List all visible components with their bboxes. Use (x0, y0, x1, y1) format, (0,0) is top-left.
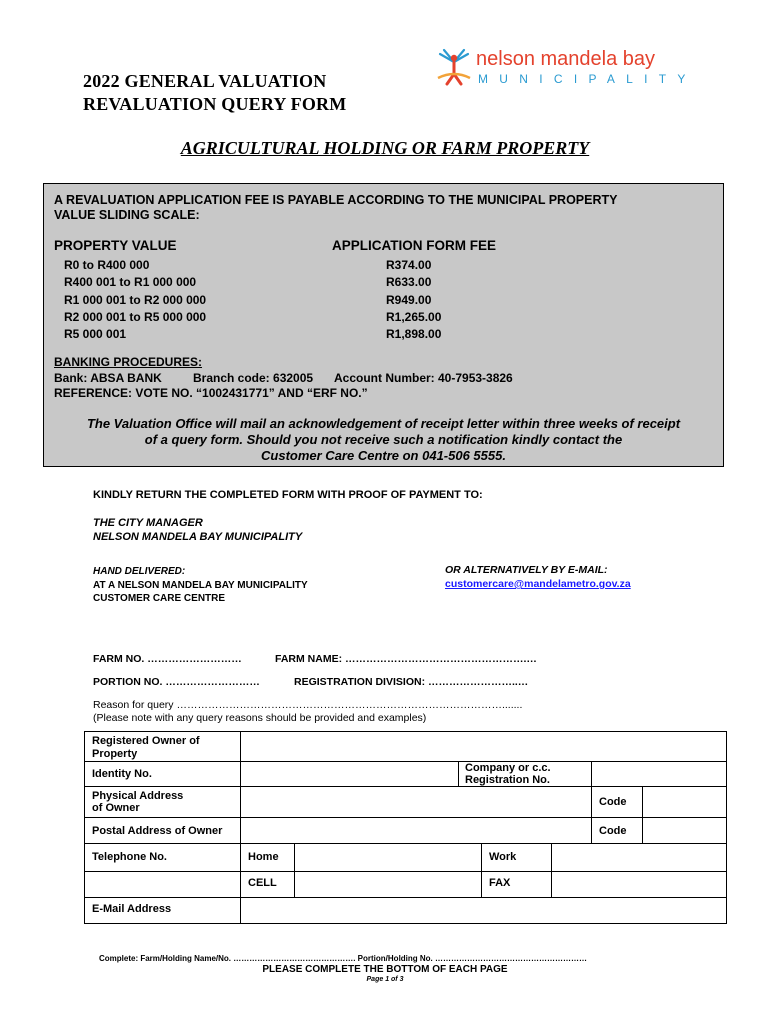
fax-label: FAX (489, 877, 511, 889)
customer-care-email-link[interactable]: customercare@mandelametro.gov.za (445, 578, 631, 590)
postal-code-input[interactable] (643, 818, 726, 842)
form-title-line1: 2022 GENERAL VALUATION (83, 71, 327, 91)
hand-delivered-heading: HAND DELIVERED: (93, 566, 186, 577)
home-phone-label: Home (248, 851, 279, 863)
page-number: Page 1 of 3 (366, 976, 404, 983)
footer-please-complete: PLEASE COMPLETE THE BOTTOM OF EACH PAGE (262, 964, 508, 975)
fee-range: R400 001 to R1 000 000 (64, 275, 197, 289)
fee-intro-line2: VALUE SLIDING SCALE: (54, 208, 200, 222)
physical-address-input[interactable] (242, 787, 590, 816)
home-phone-input[interactable] (296, 844, 480, 870)
fee-range: R2 000 001 to R5 000 000 (64, 310, 207, 324)
postal-address-input[interactable] (242, 818, 590, 842)
physical-code-label: Code (599, 796, 627, 808)
cell-phone-input[interactable] (296, 872, 480, 896)
footer-complete-line: Complete: Farm/Holding Name/No. ………………………………………. Portion/Holding No. ………………………………………………… (99, 954, 587, 963)
telephone-label: Telephone No. (92, 851, 167, 863)
bank-name: Bank: ABSA BANK (54, 371, 162, 385)
hand-delivered-line2: CUSTOMER CARE CENTRE (93, 593, 226, 604)
registered-owner-label-1: Registered Owner of (92, 735, 200, 747)
payment-reference: REFERENCE: VOTE NO. “1002431771” AND “ERF NO.” (54, 386, 368, 400)
company-reg-label-1: Company or c.c. (465, 762, 551, 774)
logo-wordmark-sub: MUNICIPALITY (478, 72, 697, 86)
identity-no-input[interactable] (242, 762, 458, 785)
company-reg-input[interactable] (593, 762, 726, 785)
branch-code: Branch code: 632005 (193, 371, 314, 385)
municipality-logo-icon (434, 48, 474, 88)
email-heading: OR ALTERNATIVELY BY E-MAIL: (445, 564, 608, 576)
company-reg-label-2: Registration No. (465, 774, 550, 786)
cell-phone-label: CELL (248, 877, 277, 889)
email-address-label: E-Mail Address (92, 903, 172, 915)
fee-amount: R633.00 (386, 275, 432, 289)
fee-range: R0 to R400 000 (64, 258, 150, 272)
return-instruction: KINDLY RETURN THE COMPLETED FORM WITH PROOF OF PAYMENT TO: (93, 489, 483, 501)
fee-intro-line1: A REVALUATION APPLICATION FEE IS PAYABLE ACCORDING TO THE MUNICIPAL PROPERTY (54, 193, 618, 207)
postal-code-label: Code (599, 825, 627, 837)
reason-note: (Please note with any query reasons should be provided and examples) (93, 712, 427, 724)
form-subtitle: AGRICULTURAL HOLDING OR FARM PROPERTY (180, 138, 590, 158)
farm-name-field[interactable]: FARM NAME: …………………………………………….… (275, 653, 537, 665)
fee-amount: R1,898.00 (386, 327, 442, 341)
registration-division-field[interactable]: REGISTRATION DIVISION: ……………………..… (294, 676, 529, 688)
form-title-line2: REVALUATION QUERY FORM (83, 94, 347, 114)
email-address-input[interactable] (242, 898, 726, 923)
work-phone-input[interactable] (553, 844, 726, 870)
physical-address-label-2: of Owner (92, 802, 140, 814)
fax-input[interactable] (553, 872, 726, 896)
fee-amount: R949.00 (386, 293, 432, 307)
account-number: Account Number: 40-7953-3826 (334, 371, 513, 385)
addressee-line2: NELSON MANDELA BAY MUNICIPALITY (93, 531, 303, 543)
acknowledgement-notice-line3: Customer Care Centre on 041-506 5555. (261, 448, 506, 463)
physical-code-input[interactable] (643, 787, 726, 816)
farm-no-field[interactable]: FARM NO. ……………………… (93, 653, 242, 665)
acknowledgement-notice-line1: The Valuation Office will mail an acknowledgement of receipt letter within three weeks of receipt (86, 416, 681, 431)
property-value-header: PROPERTY VALUE (54, 238, 177, 253)
addressee-line1: THE CITY MANAGER (93, 517, 203, 529)
work-phone-label: Work (489, 851, 517, 863)
fee-amount: R374.00 (386, 258, 432, 272)
application-fee-header: APPLICATION FORM FEE (332, 238, 496, 253)
portion-no-field[interactable]: PORTION NO. ……………………… (93, 676, 260, 688)
banking-heading: BANKING PROCEDURES: (54, 355, 203, 369)
fee-amount: R1,265.00 (386, 310, 442, 324)
physical-address-label-1: Physical Address (92, 790, 184, 802)
registered-owner-input[interactable] (242, 732, 726, 760)
reason-for-query-field[interactable]: Reason for query …………………………………………………………………………………....... (93, 699, 523, 711)
logo-wordmark: nelson mandela bay (476, 48, 656, 70)
fee-range: R1 000 001 to R2 000 000 (64, 293, 207, 307)
registered-owner-label-2: Property (92, 748, 138, 760)
acknowledgement-notice-line2: of a query form. Should you not receive such a notification kindly contact the (144, 432, 623, 447)
fee-range: R5 000 001 (64, 327, 127, 341)
postal-address-label: Postal Address of Owner (92, 825, 223, 837)
hand-delivered-line1: AT A NELSON MANDELA BAY MUNICIPALITY (93, 580, 308, 591)
identity-no-label: Identity No. (92, 768, 152, 780)
